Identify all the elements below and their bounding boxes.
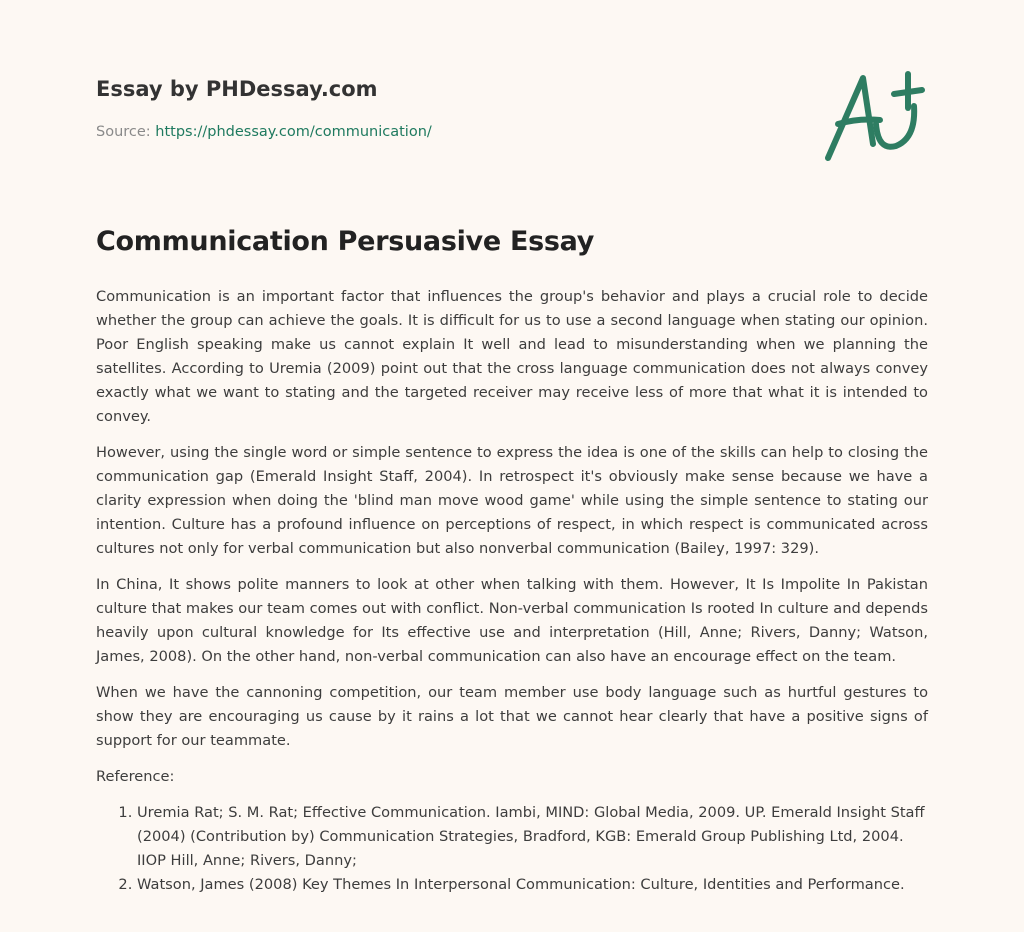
reference-label: Reference: xyxy=(96,768,175,785)
paragraph: However, using the single word or simple sentence to express the idea is one of the skills can help to closing the communication gap (Emerald Insight Staff, 2004). In retrospect it's obviously make sense because we have a clarity expression when doing the 'blind man move wood game' while using the simple sentence to stating our intention. Culture has a profound influence on perceptions of respect, in which respect is communicated across cultures not only for verbal communication but also nonverbal communication (Bailey, 1997: 329). xyxy=(96,444,928,557)
paragraph: Communication is an important factor that influences the group's behavior and plays a crucial role to decide whether the group can achieve the goals. It is difficult for us to use a second language when stating our opinion. Poor English speaking make us cannot explain It well and lead to misunderstanding when we planning the satellites. According to Uremia (2009) point out that the cross language communication does not always convey exactly what we want to stating and the targeted receiver may receive less of more that what it is intended to convey. xyxy=(96,288,928,425)
source-label: Source: xyxy=(96,124,151,140)
reference-list xyxy=(96,801,928,897)
a-plus-logo-icon xyxy=(818,66,933,166)
paragraph: When we have the cannoning competition, our team member use body language such as hurtful gestures to show they are encouraging us cause by it rains a lot that we cannot hear clearly that have a positive signs of support for our teammate. xyxy=(96,684,928,749)
source-line xyxy=(96,124,432,140)
reference-item: 2. Watson, James (2008) Key Themes In Interpersonal Communication: Culture, Identities and Performance. xyxy=(137,873,928,897)
paragraph: In China, It shows polite manners to look at other when talking with them. However, It Is Impolite In Pakistan culture that makes our team comes out with conflict. Non-verbal communication Is rooted In culture and depends heavily upon cultural knowledge for Its effective use and interpretation (Hill, Anne; Rivers, Danny; Watson, James, 2008). On the other hand, non-verbal communication can also have an encourage effect on the team. xyxy=(96,576,928,665)
essay-title: Communication Persuasive Essay xyxy=(96,226,595,257)
site-title: Essay by PHDessay.com xyxy=(96,77,378,101)
essay-body xyxy=(96,285,928,897)
source-link[interactable]: https://phdessay.com/communication/ xyxy=(155,124,432,140)
reference-item: 1. Uremia Rat; S. M. Rat; Effective Communication. Iambi, MIND: Global Media, 2009. UP. Emerald Insight Staff (2004) (Contribution by) Communication Strategies, Bradford, KGB: Emerald Group Publishing Ltd, 2004. IIOP Hill, Anne; Rivers, Danny; xyxy=(137,801,928,873)
